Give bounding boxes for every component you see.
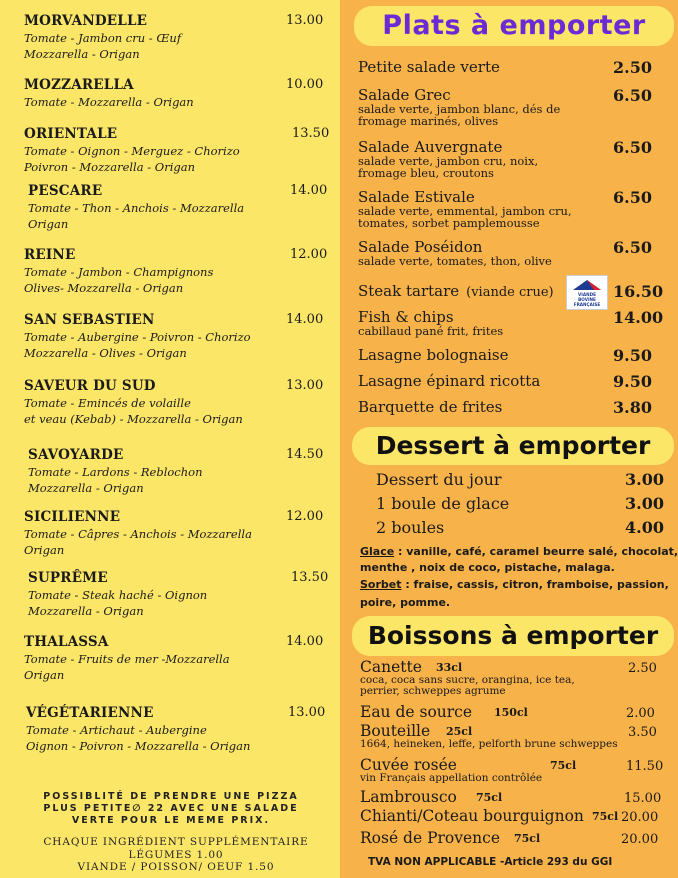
small-pizza-note (6, 789, 336, 829)
boissons-title (352, 616, 674, 656)
plat-price: 9.50 (613, 346, 652, 365)
pizza-price: 13.00 (286, 378, 324, 393)
plat-name (358, 372, 540, 390)
plat-price: 16.50 (613, 282, 664, 301)
glace-text: : vanille, café, caramel beurre salé, chocolat, (394, 545, 678, 558)
pizza-ingredients: Mozzarella - Origan (24, 46, 140, 61)
glace-text-2: menthe , noix de coco, pistache, malaga. (360, 561, 615, 574)
sorbet-text-2: poire, pomme. (360, 596, 451, 609)
pizza-ingredients: Origan (24, 667, 65, 682)
pizza-ingredients: Tomate - Emincés de volaille (24, 396, 191, 410)
pizza-name: REINE (24, 247, 76, 263)
drink-name: Bouteille (360, 722, 431, 740)
pizza-ingredients: Tomate - Mozzarella - Origan (24, 95, 194, 109)
pizza-name: MOZZARELLA (24, 77, 134, 93)
pizza-price: 12.00 (286, 509, 324, 524)
pizza-ingredients: Tomate - Steak haché - Oignon (28, 588, 208, 602)
plat-name (358, 398, 502, 416)
dessert-title-text: Dessert à emporter (375, 431, 651, 460)
pizza-ingredients: Mozzarella - Origan (28, 480, 144, 495)
pizza-ingredients: Mozzarella - Origan (28, 603, 144, 618)
drink-price: 11.50 (626, 759, 664, 774)
note-line: PLUS PETITE∅ 22 AVEC UNE SALADE (43, 803, 299, 814)
drink-price: 15.00 (624, 791, 662, 806)
dessert-name: 2 boules (376, 518, 445, 537)
drink-description: perrier, schweppes agrume (360, 684, 506, 697)
pizza-name: SAVEUR DU SUD (24, 378, 156, 394)
drink-name: Eau de source (360, 703, 473, 721)
dessert-title (352, 427, 674, 465)
plat-name-text: Petite salade verte (358, 58, 500, 76)
pizza-name: SAVOYARDE (28, 447, 124, 463)
dessert-price: 3.00 (625, 494, 664, 513)
pizza-name: ORIENTALE (24, 126, 118, 142)
drink-description: 1664, heineken, leffe, pelforth brune schweppes (360, 738, 618, 750)
plat-description: fromage bleu, croutons (358, 165, 494, 180)
pizza-ingredients: Tomate - Jambon cru - Œuf (24, 31, 182, 45)
drink-volume: 75cl (514, 832, 541, 845)
plat-price: 6.50 (613, 138, 652, 157)
plat-extra: (viande crue) (466, 285, 554, 300)
pizza-price: 10.00 (286, 77, 324, 92)
pizza-price: 13.50 (292, 126, 330, 141)
plat-description: tomates, sorbet pamplemousse (358, 215, 540, 230)
drink-name: Chianti/Coteau bourguignon (360, 807, 584, 825)
dessert-price: 4.00 (625, 518, 664, 537)
plat-name-text: Steak tartare (358, 282, 460, 300)
pizza-price: 14.00 (286, 634, 324, 649)
boissons-title-text: Boissons à emporter (367, 621, 659, 650)
drink-price: 20.00 (621, 832, 659, 847)
plat-name-text: Lasagne bolognaise (358, 346, 509, 364)
note-line: VERTE POUR LE MEME PRIX. (71, 815, 271, 826)
plat-name (358, 58, 500, 76)
dessert-price: 3.00 (625, 470, 664, 489)
french-beef-logo (566, 275, 608, 310)
note-line: POSSIBLITÉ DE PRENDRE UNE PIZZA (43, 791, 299, 802)
pizza-price: 12.00 (290, 247, 328, 262)
plat-name (358, 282, 554, 300)
pizza-ingredients: Tomate - Lardons - Reblochon (28, 465, 203, 479)
plat-name-text: Fish & chips (358, 308, 454, 326)
pizza-ingredients: et veau (Kebab) - Mozzarella - Origan (24, 411, 243, 426)
pizza-ingredients: Tomate - Thon - Anchois - Mozzarella (28, 201, 245, 215)
plat-description: fromage marinés, olives (358, 113, 499, 128)
drink-volume: 150cl (494, 706, 528, 719)
drink-volume: 75cl (476, 791, 503, 804)
beef-flag-icon (567, 276, 607, 309)
pizza-ingredients: Tomate - Artichaut - Aubergine (26, 723, 207, 737)
pizza-name: THALASSA (24, 634, 109, 650)
plat-price: 6.50 (613, 188, 652, 207)
plat-price: 9.50 (613, 372, 652, 391)
plat-price: 3.80 (613, 398, 652, 417)
plat-description: cabillaud pané frit, frites (358, 324, 504, 338)
pizza-name: PESCARE (28, 183, 103, 199)
drink-description: coca, coca sans sucre, orangina, ice tea, (360, 674, 575, 686)
pizza-name: VÉGÉTARIENNE (26, 705, 154, 721)
plat-name-text: Salade Poséidon (358, 238, 483, 256)
pizza-name: SAN SEBASTIEN (24, 312, 155, 328)
sorbet-line-2 (360, 594, 450, 611)
drink-volume: 33cl (436, 661, 463, 674)
plat-price: 6.50 (613, 86, 652, 105)
plat-price: 14.00 (613, 308, 664, 327)
plat-description: salade verte, tomates, thon, olive (358, 254, 552, 268)
drink-volume: 75cl (592, 810, 619, 823)
pizza-ingredients: Tomate - Jambon - Champignons (24, 265, 214, 279)
pizza-ingredients: Origan (24, 542, 65, 557)
pizza-price: 13.50 (291, 570, 329, 585)
svg-text:VIANDE: VIANDE (578, 292, 596, 297)
pizza-ingredients: Tomate - Oignon - Merguez - Chorizo (24, 144, 240, 158)
note-line: CHAQUE INGRÉDIENT SUPPLÉMENTAIRE (43, 836, 309, 848)
pizza-price: 13.00 (286, 13, 324, 28)
pizza-price: 14.50 (286, 447, 324, 462)
drink-description: vin Français appellation contrôlée (360, 772, 543, 784)
plat-name-text: Lasagne épinard ricotta (358, 372, 541, 390)
pizza-price: 13.00 (288, 705, 326, 720)
drink-name: Lambrousco (360, 788, 457, 806)
extra-ingredient-note (26, 834, 326, 878)
pizza-ingredients: Oignon - Poivron - Mozzarella - Origan (26, 738, 251, 753)
drink-price: 20.00 (621, 810, 659, 825)
glace-line (360, 543, 678, 560)
svg-text:FRANÇAISE: FRANÇAISE (573, 302, 601, 307)
plats-title (354, 6, 674, 46)
pizza-price: 14.00 (290, 183, 328, 198)
plat-name-text: Barquette de frites (358, 398, 503, 416)
plat-description: salade verte, jambon cru, noix, (358, 154, 539, 168)
drink-volume: 25cl (446, 725, 473, 738)
plat-name-text: Salade Auvergnate (358, 138, 503, 156)
drink-price: 2.00 (626, 706, 655, 721)
svg-text:BOVINE: BOVINE (578, 297, 596, 302)
glace-label: Glace (360, 545, 395, 558)
drink-price: 2.50 (628, 661, 657, 676)
plat-name (358, 346, 509, 364)
tva-notice: TVA NON APPLICABLE -Article 293 du GGI (368, 856, 613, 868)
plat-description: salade verte, jambon blanc, dés de (358, 102, 561, 116)
pizza-ingredients: Tomate - Fruits de mer -Mozzarella (24, 652, 230, 666)
drink-name: Rosé de Provence (360, 829, 501, 847)
pizza-ingredients: Origan (28, 216, 69, 231)
note-line: LÉGUMES 1.00 (128, 848, 224, 861)
pizza-name: MORVANDELLE (24, 13, 148, 29)
sorbet-label: Sorbet (360, 578, 402, 591)
pizza-ingredients: Olives- Mozzarella - Origan (24, 280, 184, 295)
pizza-name: SICILIENNE (24, 509, 121, 525)
drink-name: Canette (360, 658, 422, 676)
drink-name: Cuvée rosée (360, 756, 457, 774)
glace-line-2 (360, 559, 615, 576)
plats-title-text: Plats à emporter (382, 10, 646, 41)
dessert-name: Dessert du jour (376, 470, 502, 489)
pizza-name: SUPRÊME (28, 570, 108, 586)
pizza-ingredients: Tomate - Aubergine - Poivron - Chorizo (24, 330, 251, 344)
plat-name-text: Salade Estivale (358, 188, 475, 206)
pizza-price: 14.00 (286, 312, 324, 327)
plat-description: salade verte, emmental, jambon cru, (358, 204, 572, 218)
plat-price: 6.50 (613, 238, 652, 257)
note-line: VIANDE / POISSON/ OEUF 1.50 (77, 861, 275, 873)
drink-price: 3.50 (628, 725, 657, 740)
sorbet-line (360, 576, 669, 593)
pizza-ingredients: Poivron - Mozzarella - Origan (24, 159, 196, 174)
pizza-ingredients: Mozzarella - Olives - Origan (24, 345, 187, 360)
drink-volume: 75cl (550, 759, 577, 772)
pizza-ingredients: Tomate - Câpres - Anchois - Mozzarella (24, 527, 252, 541)
sorbet-text: : fraise, cassis, citron, framboise, passion, (401, 578, 669, 591)
plat-name-text: Salade Grec (358, 86, 451, 104)
plat-price: 2.50 (613, 58, 652, 77)
dessert-name: 1 boule de glace (376, 494, 510, 513)
